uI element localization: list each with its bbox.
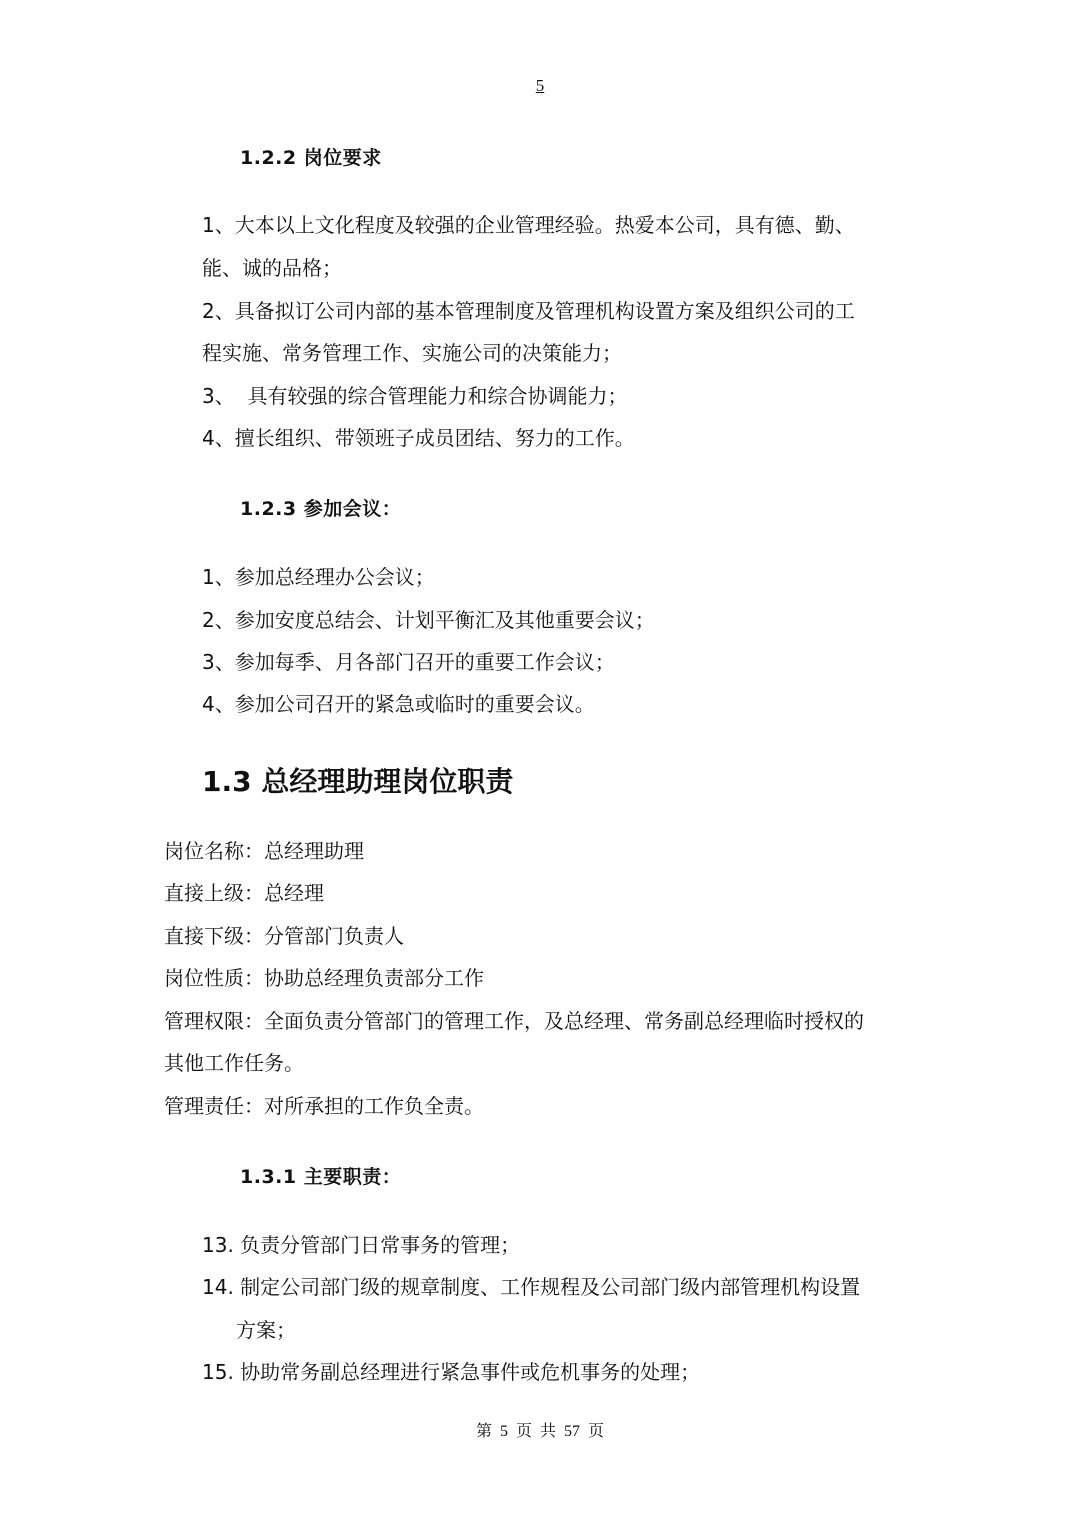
field-line: 直接下级：分管部门负责人: [164, 924, 404, 948]
paragraph-line: 3、 具有较强的综合管理能力和综合协调能力；: [202, 384, 628, 408]
list-item: 15. 协助常务副总经理进行紧急事件或危机事务的处理；: [202, 1360, 701, 1384]
field-line: 管理权限：全面负责分管部门的管理工作，及总经理、常务副总经理临时授权的: [164, 1009, 864, 1033]
paragraph-line: 1、大本以上文化程度及较强的企业管理经验。热爱本公司，具有德、勤、: [202, 213, 855, 237]
list-item: 4、参加公司召开的紧急或临时的重要会议。: [202, 692, 595, 716]
list-item: 14. 制定公司部门级的规章制度、工作规程及公司部门级内部管理机构设置: [202, 1275, 861, 1299]
list-item: 1、参加总经理办公会议；: [202, 565, 435, 589]
main-heading-1-3: 1.3 总经理助理岗位职责: [202, 765, 514, 798]
list-item-continuation: 方案；: [236, 1318, 296, 1342]
paragraph-line: 4、擅长组织、带领班子成员团结、努力的工作。: [202, 426, 635, 450]
list-item: 2、参加安度总结会、计划平衡汇及其他重要会议；: [202, 608, 655, 632]
section-heading-1-2-3: 1.2.3 参加会议：: [240, 498, 402, 520]
field-line: 其他工作任务。: [164, 1051, 304, 1075]
page-top-number: 5: [535, 76, 545, 95]
list-item: 3、参加每季、月各部门召开的重要工作会议；: [202, 650, 615, 674]
field-line: 岗位性质：协助总经理负责部分工作: [164, 966, 484, 990]
page-footer: 第 5 页 共 57 页: [475, 1423, 604, 1440]
paragraph-line: 程实施、常务管理工作、实施公司的决策能力；: [202, 341, 622, 365]
paragraph-line: 2、具备拟订公司内部的基本管理制度及管理机构设置方案及组织公司的工: [202, 299, 855, 323]
paragraph-line: 能、诚的品格；: [202, 256, 342, 280]
field-line: 岗位名称：总经理助理: [164, 839, 364, 863]
section-heading-1-3-1: 1.3.1 主要职责：: [240, 1166, 402, 1188]
list-item: 13. 负责分管部门日常事务的管理；: [202, 1233, 521, 1257]
field-line: 管理责任：对所承担的工作负全责。: [164, 1094, 484, 1118]
field-line: 直接上级：总经理: [164, 881, 324, 905]
section-heading-1-2-2: 1.2.2 岗位要求: [240, 147, 382, 169]
